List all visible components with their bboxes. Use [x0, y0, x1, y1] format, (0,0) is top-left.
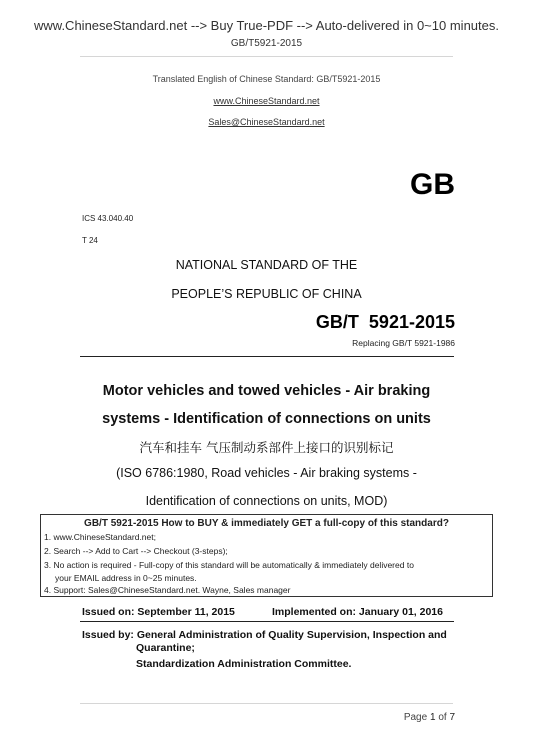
issued-by-line2: Quarantine; — [136, 642, 195, 654]
page-label: Page — [403, 712, 428, 723]
title-line1: Motor vehicles and towed vehicles - Air braking — [102, 383, 431, 399]
header-doc-code: GB/T5921-2015 — [230, 38, 303, 49]
page-indicator — [360, 712, 455, 723]
replacing-note: Replacing GB/T 5921-1986 — [352, 338, 455, 348]
chinese-title: 汽车和挂车 气压制动系部件上接口的识别标记 — [139, 440, 394, 455]
buy-instructions-box — [40, 514, 493, 597]
buy-step-4: 4. Support: Sales@ChineseStandard.net. Wayne, Sales manager — [44, 585, 291, 595]
buy-step-2: 2. Search --> Add to Cart --> Checkout (3-steps); — [44, 546, 228, 556]
issued-by-line3: Standardization Administration Committee. — [136, 658, 352, 670]
header-divider — [80, 56, 453, 57]
national-standard-line1: NATIONAL STANDARD OF THE — [175, 258, 358, 272]
national-standard-line2: PEOPLE’S REPUBLIC OF CHINA — [171, 287, 362, 301]
translated-note: Translated English of Chinese Standard: GB/T5921-2015 — [152, 74, 381, 84]
email-link[interactable]: Sales@ChineseStandard.net — [208, 117, 325, 127]
iso-reference-line1: (ISO 6786:1980, Road vehicles - Air braking systems - — [116, 466, 417, 480]
dates-divider — [80, 621, 454, 622]
ics-code: ICS 43.040.40 — [82, 214, 134, 223]
title-divider — [80, 356, 454, 357]
iso-reference-line2: Identification of connections on units, MOD) — [145, 494, 388, 508]
buy-step-3-continued: your EMAIL address in 0~25 minutes. — [55, 573, 197, 583]
gb-logo: GB — [410, 168, 455, 201]
website-link[interactable]: www.ChineseStandard.net — [213, 96, 320, 106]
page-of: of — [438, 712, 447, 723]
top-banner: www.ChineseStandard.net --> Buy True-PDF --> Auto-delivered in 0~10 minutes. — [34, 18, 499, 33]
standard-number: GB/T 5921-2015 — [315, 312, 455, 332]
issued-on-date: Issued on: September 11, 2015 — [82, 606, 235, 618]
buy-box-title: GB/T 5921-2015 How to BUY & immediately GET a full-copy of this standard? — [84, 518, 449, 529]
footer-divider — [80, 703, 453, 704]
page-total: 7 — [449, 712, 455, 723]
implemented-on-date: Implemented on: January 01, 2016 — [272, 606, 443, 618]
buy-step-1[interactable]: 1. www.ChineseStandard.net; — [44, 532, 156, 542]
page-current: 1 — [429, 712, 436, 723]
buy-step-3: 3. No action is required - Full-copy of this standard will be automatically & immediately delivered to — [44, 560, 414, 570]
t-code: T 24 — [82, 236, 98, 245]
issued-by-line1: Issued by: General Administration of Quality Supervision, Inspection and — [82, 629, 447, 641]
title-line2: systems - Identification of connections on units — [102, 411, 431, 427]
